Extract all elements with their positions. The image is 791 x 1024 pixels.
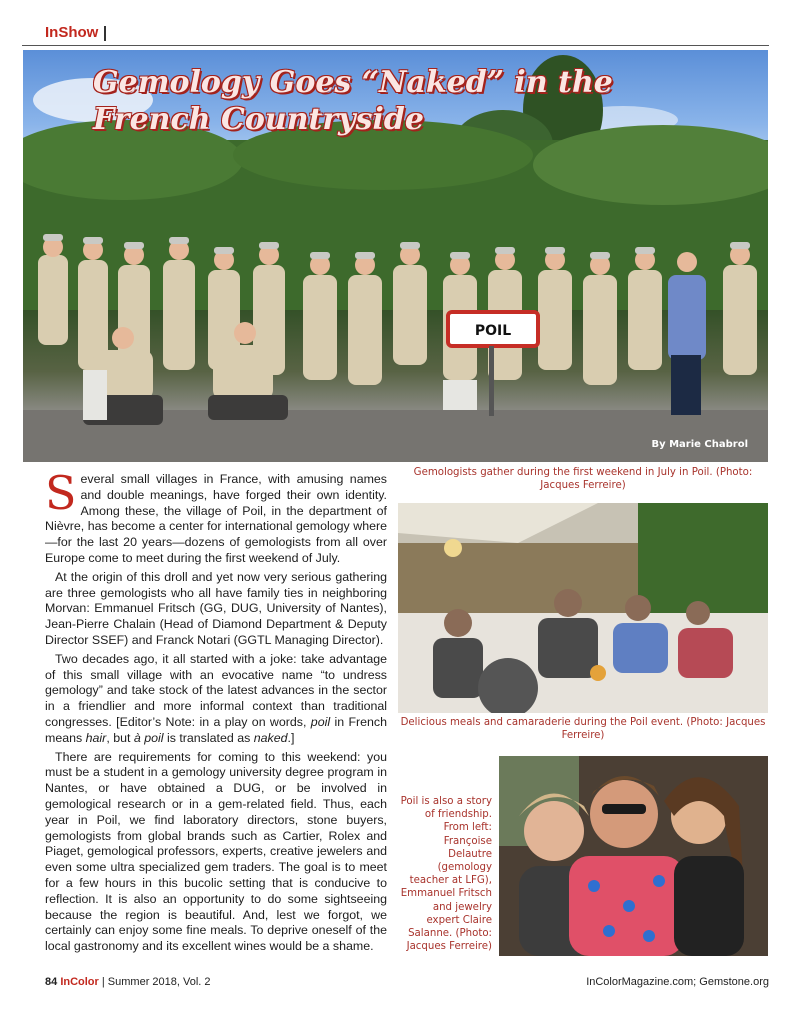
hero-photo: [23, 50, 768, 462]
footer-divider: |: [101, 976, 105, 988]
byline: By Marie Chabrol: [651, 439, 748, 450]
paragraph-3: Two decades ago, it all started with a joke: take advantage of this small village with an evocative name “to undress gemology” and take stock of the latest advances in the sector in a friendlier and more informal context than traditional congresses. [Editor’s Note: in a play on words, poil in French means hair, but à poil is translated as naked.]: [45, 651, 388, 745]
magazine-brand: InColor: [60, 976, 99, 988]
paragraph-4: There are requirements for coming to this weekend: you must be a student in a gemology university degree program in Nantes, or have obtained a DUG, or be involved in gemological research or in a gem-related field. Thus, each year in Poil, we find laboratory directors, stone buyers, gemologists from global brands such as Cartier, Rolex and Piaget, gemological professors, experts, creative jewelers and even some ultra specialized gem traders. The goal is to meet for a few hours in this bucolic setting that is conducive to reflection. It is also an opportunity to do some sightseeing because the region is beautiful. And, lest we forgot, we certainly can enjoy some fine meals. To deprive oneself of the local gastronomy and its excellent wines would be a shame.: [45, 749, 387, 954]
meal-photo-illustration: [398, 503, 768, 713]
caption-friendship-photo: Poil is also a story of friendship. From left: Françoise Delautre (gemology teacher at LFG), Emmanuel Fritsch and jewelry expert Claire Salanne. (Photo: Jacques Ferreire): [400, 796, 492, 953]
section-label: InShow: [45, 24, 99, 41]
title-line-2: French Countryside: [93, 102, 424, 137]
article-title: [93, 64, 613, 138]
friendship-photo-illustration: [499, 756, 768, 956]
poil-sign-text: POIL: [474, 323, 512, 339]
caption-group-photo: Gemologists gather during the first weekend in July in Poil. (Photo: Jacques Ferreire): [413, 467, 753, 491]
paragraph-2: At the origin of this droll and yet now very serious gathering are three gemologists who all have family ties in neighboring Morvan: Emmanuel Fritsch (GG, DUG, University of Nantes), Jean-Pierre Chalain (Head of Diamond Department & Deputy Director SSEF) and Franck Notari (GGTL Managing Director).: [45, 569, 387, 647]
header-rule: [22, 45, 769, 46]
caption-meal-photo: Delicious meals and camaraderie during the Poil event. (Photo: Jacques Ferreire): [400, 717, 766, 741]
issue-label: Summer 2018, Vol. 2: [107, 976, 211, 988]
header-divider: [104, 26, 106, 41]
friendship-photo: [499, 756, 768, 956]
paragraph-1: Several small villages in France, with amusing names and double meanings, have forged their own identity. Among these, the village of Poil, in the department of Nièvre, has become a center for international gemology where—for the last 20 years—dozens of gemologists from all over Europe come to meet during the first weekend of July.: [45, 466, 387, 565]
footer-websites[interactable]: InColorMagazine.com; Gemstone.org: [586, 976, 769, 988]
footer-left: [45, 976, 211, 988]
drop-cap: S: [45, 466, 77, 520]
meal-photo: [398, 503, 768, 713]
title-line-1: Gemology Goes “Naked” in the: [93, 65, 613, 100]
page-number: 84: [45, 976, 58, 988]
article-body: [45, 466, 388, 958]
